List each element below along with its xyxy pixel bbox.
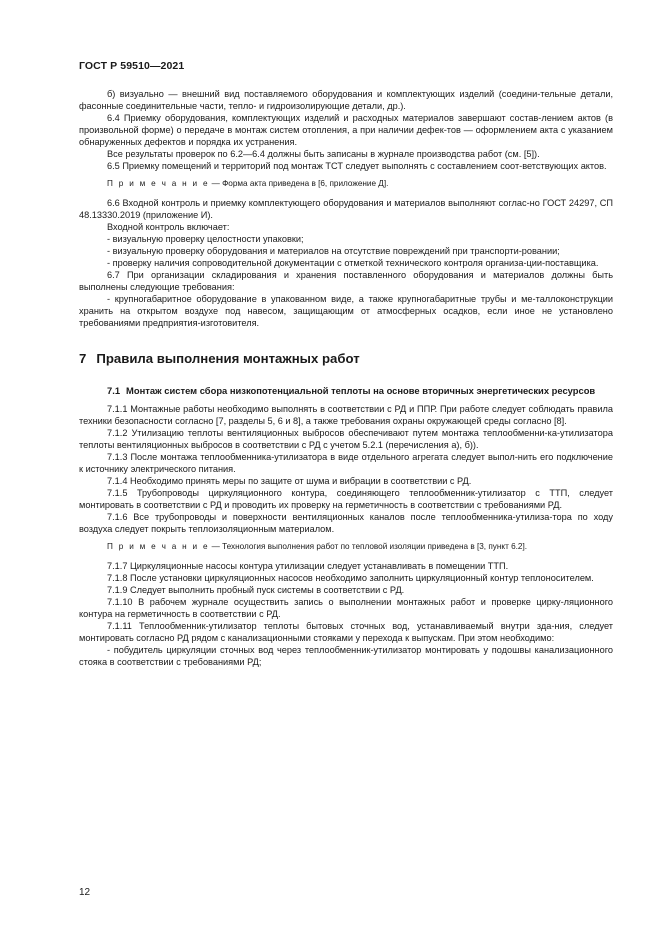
section-title-text: Правила выполнения монтажных работ (96, 351, 360, 366)
note-text: — Форма акта приведена в [6, приложение Д]. (209, 179, 389, 188)
list-item: - крупногабаритное оборудование в упакованном виде, а также крупногабаритные трубы и ме-таллоконструкции хранить на открытом воздухе под навесом, защищающим от атмосферных осадков, если иное не установлено требованиями предприятия-изготовителя. (79, 294, 613, 328)
paragraph: 6.5 Приемку помещений и территорий под монтаж ТСТ следует выполнять с составлением соот-ветствующих актов. (107, 161, 607, 171)
section-number: 7 (79, 351, 87, 366)
note-label: П р и м е ч а н и е (107, 179, 210, 188)
paragraph: Все результаты проверок по 6.2—6.4 должны быть записаны в журнале производства работ (см. [5]). (107, 149, 540, 159)
paragraph: 7.1.6 Все трубопроводы и поверхности вентиляционных каналов после теплообменника-утилиза-тора по ходу воздуха следует покрыть теплоизоляционным материалом. (79, 512, 613, 534)
list-item: - побудитель циркуляции сточных вод через теплообменник-утилизатор монтировать у подошвы канализационного стояка в соответствии с требованиями РД; (79, 645, 613, 667)
document-header: ГОСТ Р 59510—2021 (79, 60, 185, 72)
note-text: — Технология выполнения работ по тепловой изоляции приведена в [3, пункт 6.2]. (209, 542, 528, 551)
paragraph: б) визуально — внешний вид поставляемого оборудования и комплектующих изделий (соедини-тельные детали, фасонные соединительные части, тепло- и гидроизолирующие детали, др.). (79, 89, 613, 111)
list-item: - проверку наличия сопроводительной документации с отметкой технического контроля организа-ции-поставщика. (107, 258, 599, 268)
paragraph: 7.1.10 В рабочем журнале осуществить запись о выполнении монтажных работ и проверке цирку-ляционного контура на герметичность в соответствии с РД. (79, 597, 613, 619)
paragraph: 7.1.7 Циркуляционные насосы контура утилизации следует устанавливать в помещении ТТП. (107, 561, 509, 571)
paragraph: 6.7 При организации складирования и хранения поставленного оборудования и материалов должны быть выполнены следующие требования: (79, 270, 613, 292)
paragraph: 7.1.2 Утилизацию теплоты вентиляционных выбросов обеспечивают путем монтажа теплообменни-ка-утилизатора теплоты вентиляционных выбросов в соответствии с РД с учетом 5.2.1 (перечисления а), б)). (79, 428, 613, 450)
paragraph: 7.1.9 Следует выполнить пробный пуск системы в соответствии с РД. (107, 585, 405, 595)
list-item: - визуальную проверку целостности упаковки; (107, 234, 304, 244)
subsection-number: 7.1 (107, 385, 121, 396)
paragraph: 6.6 Входной контроль и приемку комплектующего оборудования и материалов выполняют соглас-но ГОСТ 24297, СП 48.13330.2019 (приложение И). (79, 198, 613, 220)
page-number: 12 (79, 887, 91, 898)
paragraph: 7.1.4 Необходимо принять меры по защите от шума и вибрации в соответствии с РД. (107, 476, 472, 486)
note (79, 541, 613, 553)
paragraph: 6.4 Приемку оборудования, комплектующих изделий и расходных материалов завершают состав-лением актов (в произвольной форме) о передаче в монтаж систем отопления, а при наличии дефек-тов — оформлением акта с указанием обнаруженных дефектов и порядка их устранения. (79, 113, 613, 147)
section-title (79, 351, 613, 367)
list-item: - визуальную проверку оборудования и материалов на отсутствие повреждений при транспорти-ровании; (107, 246, 560, 256)
subsection-title-text: Монтаж систем сбора низкопотенциальной теплоты на основе вторичных энергетических ресурсов (126, 385, 596, 396)
document-body (79, 88, 613, 668)
paragraph: 7.1.8 После установки циркуляционных насосов необходимо заполнить циркуляционный контур теплоносителем. (107, 573, 594, 583)
paragraph: 7.1.3 После монтажа теплообменника-утилизатора в виде отдельного агрегата следует выпол-нить его подключение к источнику электрического питания. (79, 452, 613, 474)
paragraph: 7.1.11 Теплообменник-утилизатор теплоты бытовых сточных вод, устанавливаемый внутри зда-ния, следует монтировать согласно РД рядом с канализационными стояками у перехода к выпускам. При этом необходимо: (79, 621, 613, 643)
paragraph: 7.1.5 Трубопроводы циркуляционного контура, соединяющего теплообменник-утилизатор с ТТП, следует монтировать в соответствии с РД и проводить их проверку на герметичность в соответствии с требованиями РД. (79, 488, 613, 510)
paragraph: 7.1.1 Монтажные работы необходимо выполнять в соответствии с РД и ППР. При работе следует соблюдать правила техники безопасности согласно [7, разделы 5, 6 и 8], а также требования охраны окружающей среды согласно [8]. (79, 404, 613, 426)
subsection-title (107, 385, 613, 397)
paragraph: Входной контроль включает: (107, 222, 230, 232)
note (79, 178, 613, 190)
note-label: П р и м е ч а н и е (107, 542, 210, 551)
